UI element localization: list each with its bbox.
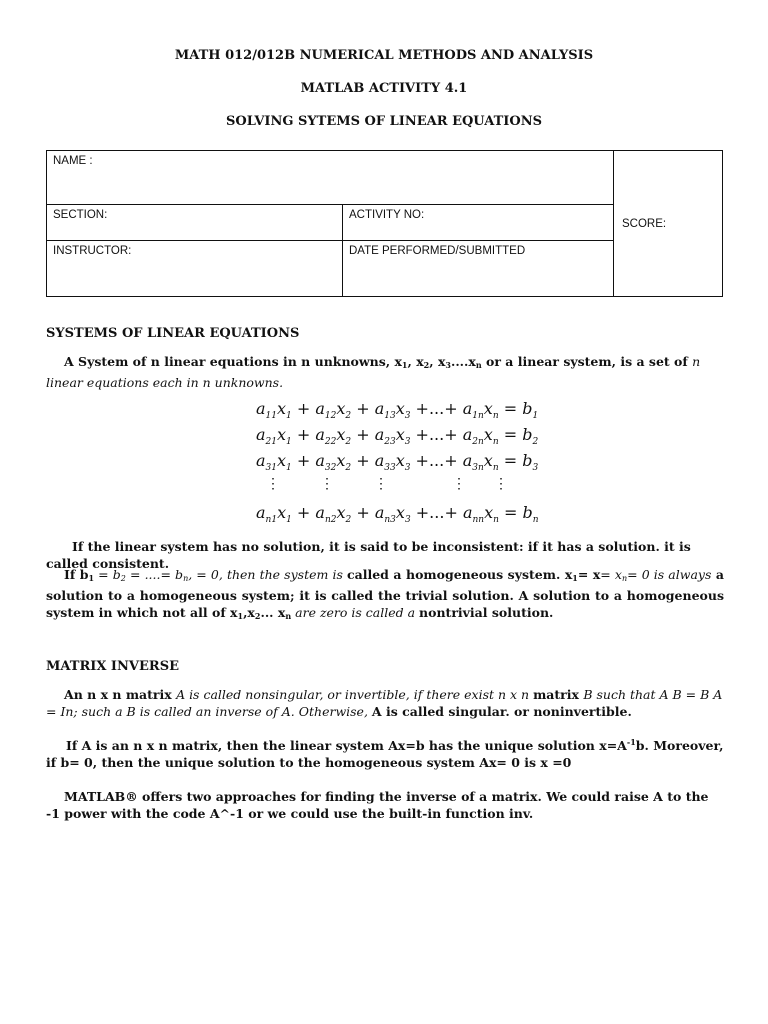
paragraph-consistency: If the linear system has no solution, it is said to be inconsistent: if it has a solution. it is called consistent. bbox=[46, 539, 691, 571]
paragraph-unique-solution: If A is an n x n matrix, then the linear system Ax=b has the unique solution $x=A^{-1}b$. Moreover, if b= 0, then the unique solution to the homogeneous system Ax= 0 is x =0 bbox=[46, 737, 724, 770]
svg-text:a31x1 + a32x2 + a33x3 +...+ a3: $a_{31}x_1 + a_{32}x_2 + a_{33}x_3$ +...+ $a_{3n}x_n = b_3$ bbox=[256, 451, 539, 473]
svg-text:⋮: ⋮ bbox=[266, 476, 280, 492]
name-label: NAME : bbox=[53, 155, 93, 167]
svg-text:a21x1 + a22x2 + a23x3 +...+ a2: $a_{21}x_1 + a_{22}x_2 + a_{23}x_3$ +...+ $a_{2n}x_n = b_2$ bbox=[256, 425, 539, 447]
instructor-label: INSTRUCTOR: bbox=[53, 245, 132, 257]
activity-no-cell[interactable] bbox=[343, 205, 614, 241]
svg-text:⋮: ⋮ bbox=[320, 476, 334, 492]
svg-text:⋮: ⋮ bbox=[494, 476, 508, 492]
svg-text:an1x1 + an2x2 + an3x3 +...+ an: $a_{n1}x_1 + a_{n2}x_2 + a_{n3}x_3$ +...+ $a_{nn}x_n = b_n$ bbox=[256, 503, 539, 525]
paragraph-matrix-inverse-definition: An n x n matrix A is called nonsingular, or invertible, if there exist n x n matrix B such that A B = B A = In; such a B is called an inverse of A. Otherwise, A is called singular. or noninvertible. bbox=[46, 687, 723, 719]
section-label: SECTION: bbox=[53, 209, 108, 221]
svg-text:⋮: ⋮ bbox=[374, 476, 388, 492]
section-heading-linear-equations: SYSTEMS OF LINEAR EQUATIONS bbox=[46, 326, 300, 341]
section-heading-matrix-inverse: MATRIX INVERSE bbox=[46, 659, 179, 674]
course-title: MATH 012/012B NUMERICAL METHODS AND ANALYSIS bbox=[174, 48, 594, 63]
score-cell[interactable] bbox=[614, 151, 723, 297]
activity-no-label: ACTIVITY NO: bbox=[349, 209, 425, 221]
linear-system-equations bbox=[256, 396, 539, 526]
date-cell[interactable] bbox=[343, 241, 614, 297]
svg-text:a11x1 + a12x2 + a13x3 +...+ a1: $a_{11}x_1 + a_{12}x_2 + a_{13}x_3$ +...+ $a_{1n}x_n = b_1$ bbox=[256, 399, 539, 421]
student-info-table bbox=[46, 150, 723, 297]
svg-text:⋮: ⋮ bbox=[452, 476, 466, 492]
paragraph-system-definition: A System of n linear equations in n unknowns, $x_1$, $x_2$, $x_3....x_n$ or a linear system, is a set of n linear equations each in n unknowns. bbox=[46, 354, 701, 390]
instructor-cell[interactable] bbox=[47, 241, 343, 297]
name-cell[interactable] bbox=[47, 151, 614, 205]
date-label: DATE PERFORMED/SUBMITTED bbox=[349, 245, 526, 257]
topic-title: SOLVING SYTEMS OF LINEAR EQUATIONS bbox=[226, 114, 542, 129]
activity-title: MATLAB ACTIVITY 4.1 bbox=[300, 81, 468, 96]
paragraph-homogeneous: If $b_1 = b_2$ = ....= $b_n$, = 0, then the system is called a homogeneous system. $x_1= x= x_n= 0$ is always a solution to a homogeneous system; it is called the trivial solution. A solution to a homogeneous system in which not all of $x_1,x_2$... $x_n$ are zero is called a nontrivial solution. bbox=[46, 567, 724, 621]
section-cell[interactable] bbox=[47, 205, 343, 241]
paragraph-matlab-approaches: MATLAB® offers two approaches for finding the inverse of a matrix. We could raise A to the -1 power with the code A^-1 or we could use the built-in function inv. bbox=[46, 789, 709, 821]
score-label: SCORE: bbox=[622, 217, 667, 230]
